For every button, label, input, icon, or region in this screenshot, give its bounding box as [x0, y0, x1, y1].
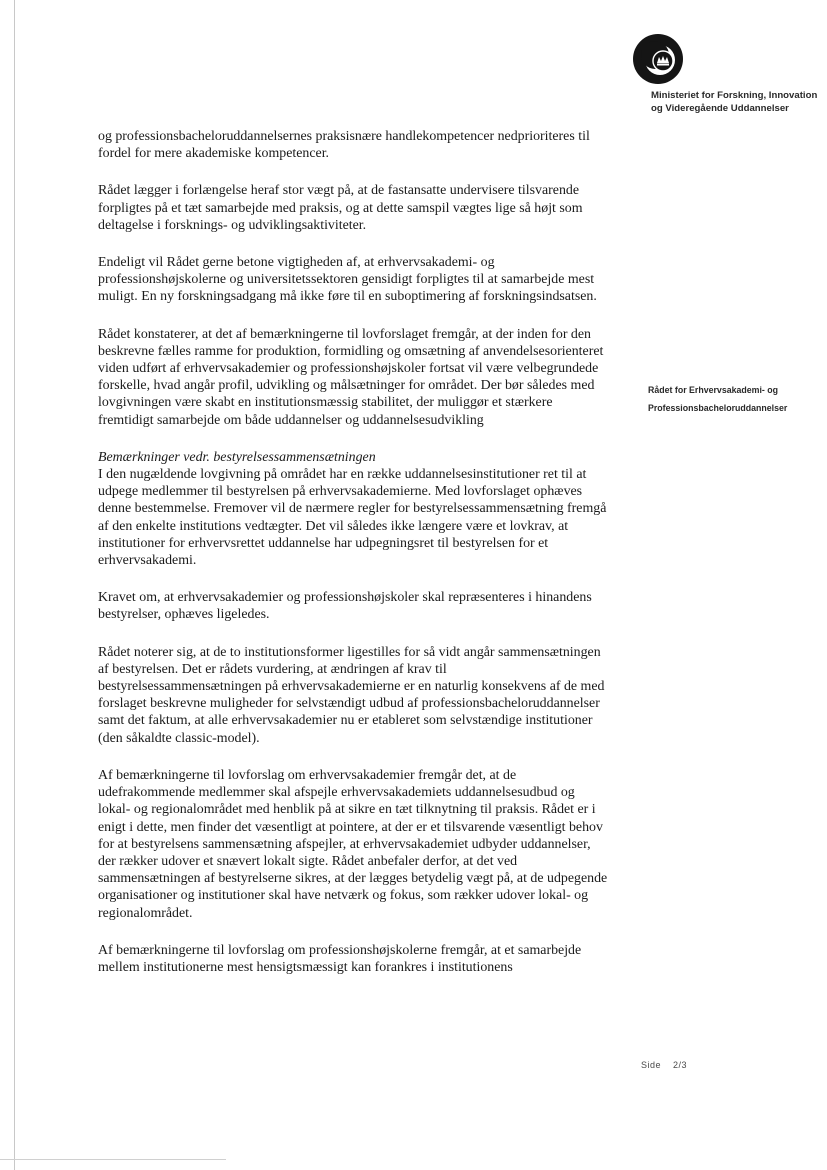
page-label: Side — [641, 1060, 662, 1070]
paragraph-6: Kravet om, at erhvervsakademier og professionshøjskoler skal repræsenteres i hinandens bestyrelser, ophæves ligeledes. — [98, 590, 592, 623]
paragraph-3: Endeligt vil Rådet gerne betone vigtigheden af, at erhvervsakademi- og professionshøjskolerne og universitetssektoren gensidigt forpligtes til at samarbejde mest muligt. En ny forskningsadgang må ikke føre til en suboptimering af forskningsindsatsen. — [98, 255, 597, 305]
paragraph-5: I den nugældende lovgivning på området har en række uddannelsesinstitutioner ret til at udpege medlemmer til bestyrelsen på erhvervsakademierne. Med lovforslaget ophæves denne bestemmelse. Fremover vil de nærmere regler for bestyrelsessammensætning fremgå af den enkelte institutions vedtægter. Det vil således ikke længere være et lovkrav, at institutioner for erhvervsrettet uddannelse har udpegningsret til bestyrelsen for et erhvervsakademi. — [98, 467, 607, 569]
ministry-name-line2: og Videregående Uddannelser — [651, 103, 789, 114]
ministry-name-line1: Ministeriet for Forskning, Innovation — [651, 90, 818, 101]
section-heading: Bemærkninger vedr. bestyrelsessammensætningen — [98, 449, 376, 465]
council-name-line2: Professionsbacheloruddannelser — [648, 403, 788, 413]
paragraph-2: Rådet lægger i forlængelse heraf stor vægt på, at de fastansatte undervisere tilsvarende forpligtes på et tæt samarbejde med praksis, og at dette samspil vægtes lige så højt som deltagelse i forsknings- og udviklingsaktiviteter. — [98, 183, 583, 233]
paragraph-8: Af bemærkningerne til lovforslag om erhvervsakademier fremgår det, at de udefrakommende medlemmer skal afspejle erhvervsakademiets uddannelsesudbud og lokal- og regionalområdet med henblik på at sikre en tæt tilknytning til praksis. Rådet er i enigt i dette, men finder det væsentligt at pointere, at der er et tilsvarende væsentligt behov for at bestyrelsens sammensætning afspejler, at erhvervsakademiet udbyder uddannelser, der rækker udover et snævert lokalt sigte. Rådet anbefaler derfor, at det ved sammensætningen af bestyrelserne sikres, at der lægges betydelig vægt på, at de udpegende organisationer og institutioner skal have netværk og fokus, som rækker udover lokal- og regionalområdet. — [98, 767, 608, 921]
ministry-name — [651, 89, 827, 115]
paragraph-7: Rådet noterer sig, at de to institutionsformer ligestilles for så vidt angår sammensætningen af bestyrelsen. Det er rådets vurdering, at ændringen af krav til bestyrelsessammensætningen på erhvervsakademierne er en naturlig konsekvens af de med forslaget beskrevne muligheder for selvstændigt udbud af professionsbacheloruddannelser samt det faktum, at alle erhvervsakademier nu er etableret som selvstændige institutioner (den såkaldte classic-model). — [98, 644, 605, 746]
letter-body — [98, 128, 608, 996]
page-number — [641, 1060, 687, 1070]
paragraph-4: Rådet konstaterer, at det af bemærkningerne til lovforslaget fremgår, at der inden for den beskrevne fælles ramme for produktion, formidling og omsætning af anvendelsesorienteret viden udført af erhvervsakademier og professionshøjskoler fortsat vil være velbegrundede forskelle, hvad angår profil, udvikling og målsætninger for området. Der bør således med lovgivningen være skabt en institutionsmæssig stabilitet, der muliggør et stærkere fremtidigt samarbejde om både uddannelser og uddannelsesudvikling — [98, 326, 604, 428]
page-value: 2/3 — [673, 1060, 688, 1070]
council-name-line1: Rådet for Erhvervsakademi- og — [648, 385, 779, 395]
council-name — [648, 381, 824, 417]
bottom-edge-rule — [0, 1159, 226, 1160]
paragraph-1: og professionsbacheloruddannelsernes praksisnære handlekompetencer nedprioriteres til fordel for mere akademiske kompetencer. — [98, 129, 590, 162]
paragraph-9: Af bemærkningerne til lovforslag om professionshøjskolerne fremgår, at et samarbejde mellem institutionerne mest hensigtsmæssigt kan forankres i institutionens — [98, 942, 582, 975]
ministry-crest-logo — [631, 32, 685, 86]
left-margin-rule — [14, 0, 15, 1170]
